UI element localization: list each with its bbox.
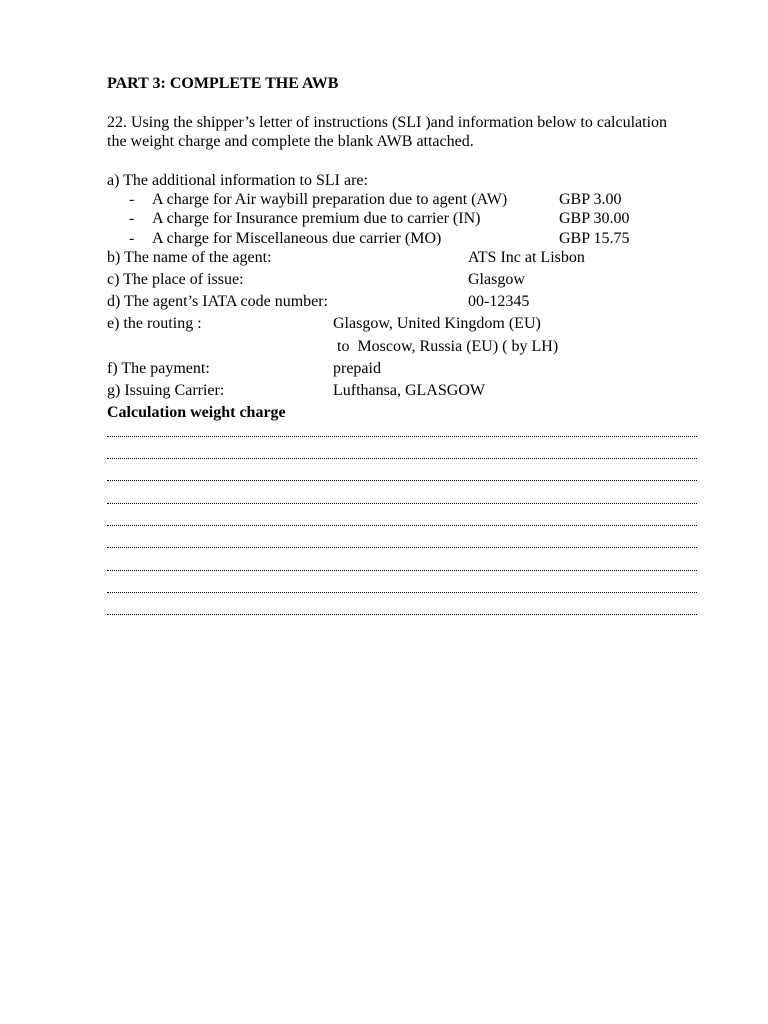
answer-line <box>107 436 697 437</box>
answer-line <box>107 458 697 459</box>
answer-line <box>107 614 697 615</box>
list-bullet: - <box>129 210 135 227</box>
field-value: Glasgow <box>468 271 525 288</box>
answer-line <box>107 503 697 504</box>
field-value: Lufthansa, GLASGOW <box>333 382 485 399</box>
field-label: b) The name of the agent: <box>107 249 272 266</box>
charge-label: A charge for Miscellaneous due carrier (MO) <box>152 230 442 247</box>
answer-line <box>107 480 697 481</box>
question-line-1: 22. Using the shipper’s letter of instructions (SLI )and information below to calculation <box>107 114 668 131</box>
calculation-heading: Calculation weight charge <box>107 404 286 421</box>
field-value: prepaid <box>333 360 381 377</box>
answer-line <box>107 547 697 548</box>
answer-line <box>107 570 697 571</box>
field-value: Glasgow, United Kingdom (EU) <box>333 315 541 332</box>
charge-amount: GBP 30.00 <box>559 210 630 227</box>
charge-amount: GBP 3.00 <box>559 191 622 208</box>
list-bullet: - <box>129 191 135 208</box>
additional-info-heading: a) The additional information to SLI are: <box>107 172 368 189</box>
charge-amount: GBP 15.75 <box>559 230 630 247</box>
charge-label: A charge for Insurance premium due to carrier (IN) <box>152 210 481 227</box>
list-bullet: - <box>129 230 135 247</box>
field-value: to Moscow, Russia (EU) ( by LH) <box>333 338 559 355</box>
answer-line <box>107 525 697 526</box>
answer-line <box>107 592 697 593</box>
field-value: ATS Inc at Lisbon <box>468 249 585 266</box>
field-label: e) the routing : <box>107 315 202 332</box>
field-label: c) The place of issue: <box>107 271 244 288</box>
field-label: g) Issuing Carrier: <box>107 382 225 399</box>
charge-label: A charge for Air waybill preparation due to agent (AW) <box>152 191 508 208</box>
question-line-2: the weight charge and complete the blank AWB attached. <box>107 133 474 150</box>
field-label: f) The payment: <box>107 360 210 377</box>
page-title: PART 3: COMPLETE THE AWB <box>107 75 339 92</box>
field-value: 00-12345 <box>468 293 530 310</box>
field-label: d) The agent’s IATA code number: <box>107 293 329 310</box>
